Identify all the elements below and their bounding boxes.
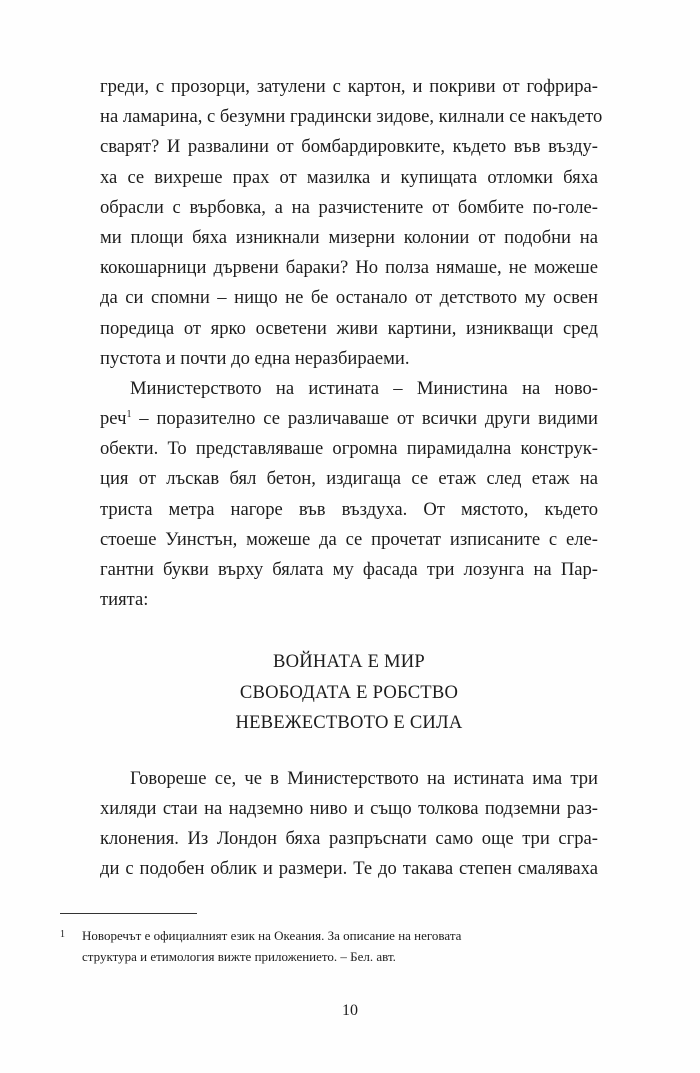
page-body (100, 72, 603, 885)
text-line: ди с подобен облик и размери. Те до такава степен смаляваха (100, 858, 598, 880)
text-line: обрасли с върбовка, а на разчистените от бомбите по-голе- (100, 196, 598, 218)
text-fragment: реч (100, 408, 127, 430)
footnote (60, 924, 580, 967)
text-line: кокошарници дървени бараки? Но полза нямаше, не можеше (100, 257, 598, 279)
slogan: СВОБОДАТА Е РОБСТВО (239, 681, 459, 703)
text-line: Министерството на истината – Министина на ново- (130, 377, 598, 399)
footnote-text: Новоречът е официалният език на Океания. За описание на неговата (82, 928, 462, 943)
text-line: пустота и почти до една неразбираеми. (100, 347, 410, 369)
text-line: ха се вихреше прах от мазилка и купищата отломки бяха (100, 166, 598, 188)
paragraph-3 (100, 764, 598, 885)
footnote-number: 1 (60, 929, 65, 940)
text-line: сварят? И развалини от бомбардировките, където във възду- (100, 136, 598, 158)
text-line: ми площи бяха изникнали мизерни колонии от подобни на (100, 226, 598, 248)
text-line: поредица от ярко осветени живи картини, изникващи сред (100, 317, 598, 339)
text-line: ция от лъскав бял бетон, издигаща се етаж след етаж на (100, 468, 598, 490)
slogan: ВОЙНАТА Е МИР (273, 651, 425, 673)
text-fragment: – поразително се различаваше от всички други видими (131, 408, 598, 430)
text-line: стоеше Уинстън, можеше да се прочетат изписаните с еле- (100, 528, 598, 550)
text-line: триста метра нагоре във въздуха. От мястото, където (100, 498, 598, 520)
page-number: 10 (342, 1002, 358, 1019)
text-line: тията: (100, 589, 149, 611)
text-line: да си спомни – нищо не бе останало от детството му освен (100, 287, 598, 309)
footnote-divider (60, 913, 197, 914)
text-line: клонения. Из Лондон бяха разпръснати само още три сгра- (100, 828, 598, 850)
text-line: обекти. То представляваше огромна пирамидална конструк- (100, 438, 598, 460)
party-slogans (100, 647, 598, 739)
text-line-with-footnote (100, 404, 598, 434)
footnote-line (60, 924, 580, 946)
paragraph-2 (100, 374, 598, 616)
slogan: НЕВЕЖЕСТВОТО Е СИЛА (235, 712, 463, 734)
text-line: греди, с прозорци, затулени с картон, и покриви от гофрира- (100, 76, 598, 97)
footnote-line: структура и етимология вижте приложението. – Бел. авт. (82, 949, 396, 964)
footnote-reference: 1 (126, 408, 132, 420)
text-line: Говореше се, че в Министерството на истината има три (130, 767, 598, 789)
text-line: гантни букви върху бялата му фасада три лозунга на Пар- (100, 559, 598, 580)
text-line: хиляди стаи на надземно ниво и също толкова подземни раз- (100, 798, 598, 820)
paragraph-1 (100, 72, 603, 374)
text-line: на ламарина, с безумни градински зидове, килнали се накъдето (100, 106, 603, 128)
